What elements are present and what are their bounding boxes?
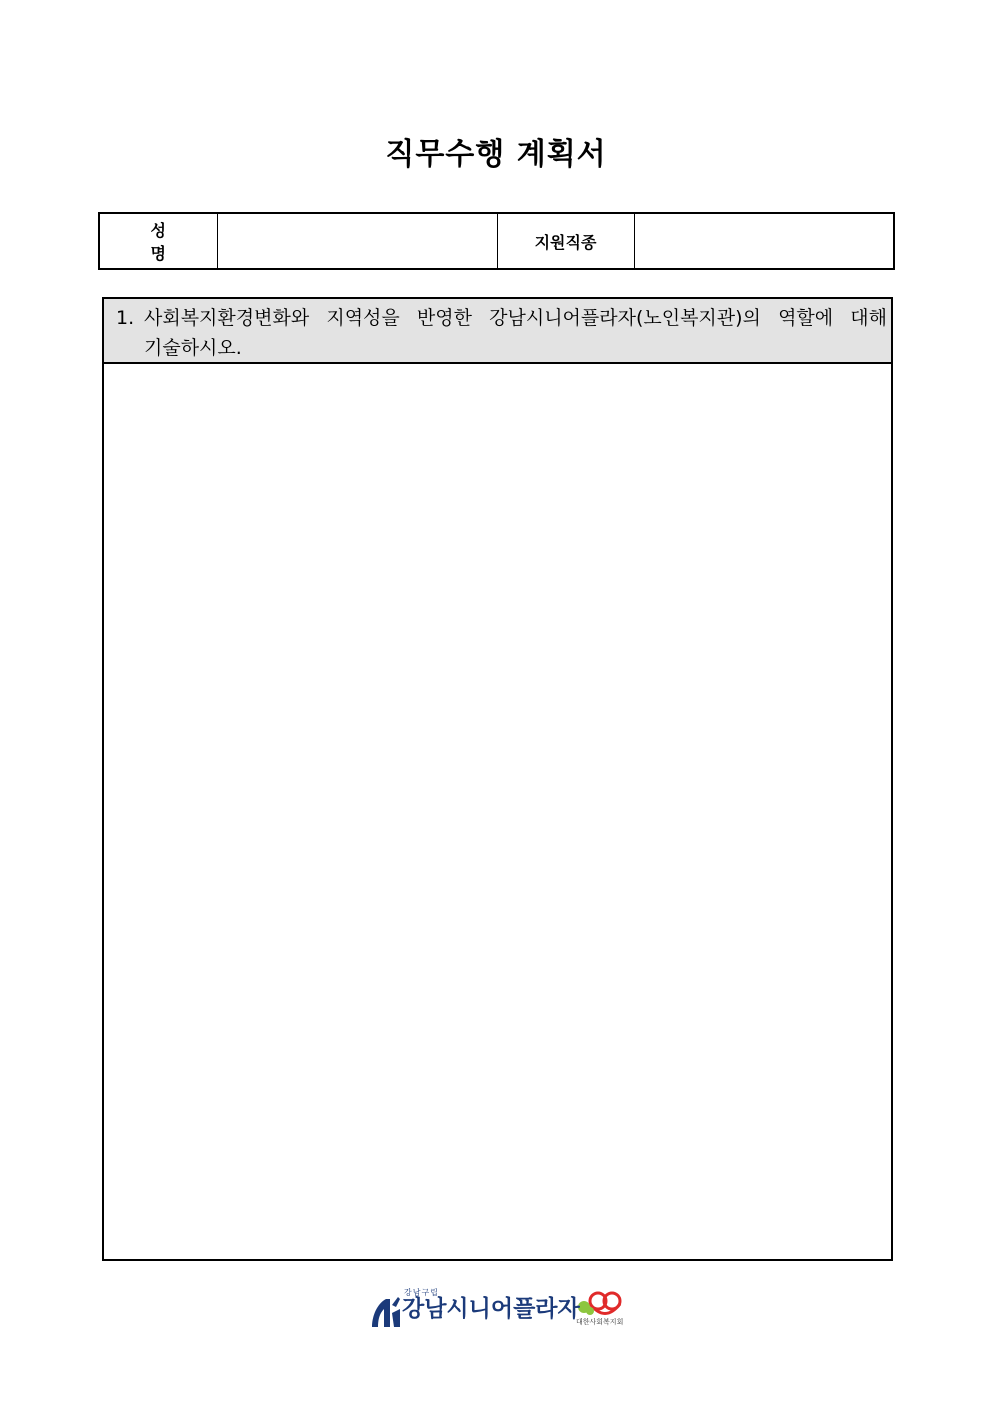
partner-name-text: 대한사회복지회 [576,1318,624,1326]
applicant-info-table [98,212,895,270]
logo-name-text: 강남시니어플라자 [402,1296,580,1322]
footer-logo [368,1287,628,1337]
position-field[interactable] [634,213,894,269]
position-label: 지원직종 [497,213,634,269]
question-number: 1. [116,307,135,329]
name-label: 성 명 [99,213,217,269]
partner-heart-icon [578,1293,620,1315]
question-text: 사회복지환경변화와 지역성을 반영한 강남시니어플라자(노인복지관)의 역할에 대해 기술하시오. [144,307,887,359]
document-title: 직무수행 계획서 [385,137,607,172]
answer-area[interactable] [104,364,891,1257]
question-header [104,299,891,364]
name-field[interactable] [217,213,497,269]
logo-small-text: 강남구립 [404,1288,439,1297]
question-box [102,297,893,1261]
